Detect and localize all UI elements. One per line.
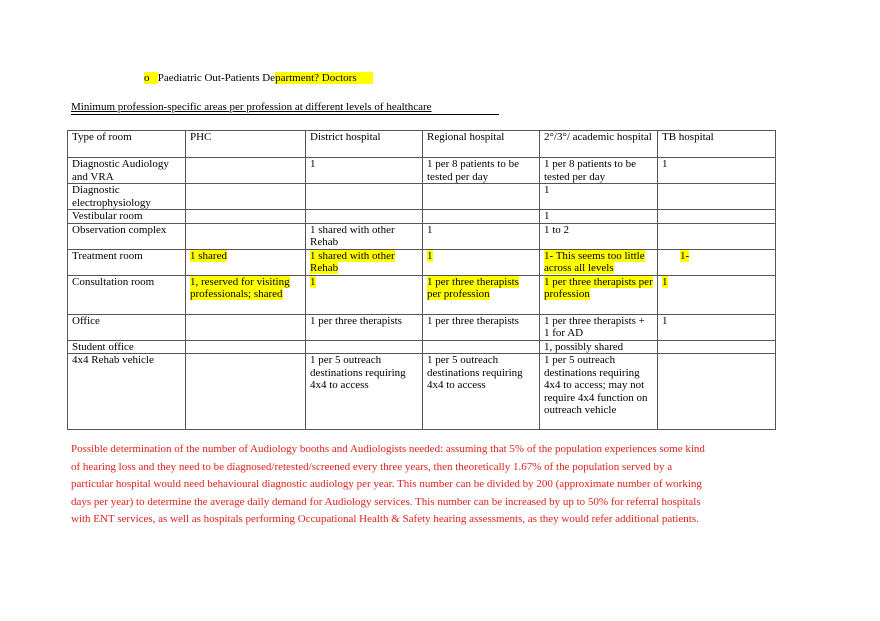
cell-text: 1 per three therapists (310, 314, 402, 327)
cell-text: 1 (310, 158, 316, 170)
cell-text: Vestibular room (72, 210, 143, 222)
table-cell (423, 249, 540, 275)
cell-text: 1- This seems too little across all levels (544, 249, 645, 274)
table-cell (540, 184, 658, 210)
table-cell (658, 158, 776, 184)
table-cell (658, 210, 776, 224)
table-cell (186, 340, 306, 354)
table-row (68, 249, 776, 275)
table-row (68, 184, 776, 210)
table-cell (68, 158, 186, 184)
table-cell (540, 223, 658, 249)
table-cell (540, 275, 658, 314)
table-cell (658, 340, 776, 354)
cell-text: TB hospital (662, 131, 714, 143)
table-cell (423, 314, 540, 340)
column-header (423, 131, 540, 158)
table-cell (540, 354, 658, 430)
cell-text: 1 to 2 (544, 223, 570, 236)
table-cell (68, 275, 186, 314)
column-header (658, 131, 776, 158)
room-requirements-table (67, 130, 776, 430)
table-row (68, 158, 776, 184)
table-row (68, 340, 776, 354)
table-cell (540, 340, 658, 354)
cell-text: 2°/3°/ academic hospital (544, 131, 652, 143)
table-cell (186, 223, 306, 249)
table-cell (306, 158, 423, 184)
table-cell (423, 210, 540, 224)
cell-text: 1, reserved for visiting professionals; shared (190, 275, 290, 300)
table-cell (540, 249, 658, 275)
table-cell (658, 275, 776, 314)
table-cell (306, 354, 423, 430)
table-cell (68, 354, 186, 430)
cell-text: 1, possibly shared (544, 340, 624, 353)
cell-text: Observation complex (72, 223, 167, 236)
table-cell (540, 314, 658, 340)
cell-text: 1 (544, 184, 550, 196)
table-cell (306, 184, 423, 210)
table-cell (540, 158, 658, 184)
table-cell (186, 210, 306, 224)
cell-text: 1 per three therapists + 1 for AD (544, 314, 645, 339)
table-cell (186, 184, 306, 210)
table-cell (186, 314, 306, 340)
table-cell (423, 184, 540, 210)
table-cell (68, 184, 186, 210)
audiology-note: Possible determination of the number of Audiology booths and Audiologists needed: assuming that 5% of the population experiences some kind of hearing loss and they need to be diagnosed/retested/screened every three years, then theoretically 1.67% of the population served by a particular hospital would need behavioural diagnostic audiology per year. This number can be divided by 200 (approximate number of working days per year) to determine the average daily demand for Audiology services. This number can be increased by up to 50% for referral hospitals with ENT services, as well as hospitals performing Occupational Health & Safety hearing assessments, as they would refer additional patients. (71, 443, 705, 525)
heading-text: Paediatric Out-Patients De (157, 72, 276, 84)
table-row (68, 275, 776, 314)
cell-text: 1 (310, 275, 316, 288)
cell-text: 1- (680, 249, 690, 262)
cell-text: 1 (544, 210, 550, 222)
cell-text: 1 shared with other Rehab (310, 249, 395, 274)
table-cell (68, 340, 186, 354)
cell-text: PHC (190, 131, 212, 143)
table-cell (68, 314, 186, 340)
section-heading (144, 72, 373, 84)
table-cell (423, 354, 540, 430)
cell-text: Consultation room (72, 275, 155, 288)
cell-text: 1 (427, 223, 433, 236)
cell-text: 1 per three therapists per profession (427, 275, 519, 300)
cell-text: Type of room (72, 131, 132, 143)
cell-text: 1 (427, 249, 433, 262)
table-cell (423, 340, 540, 354)
cell-text: Diagnostic Audiology and VRA (72, 158, 169, 183)
bullet-marker: o (144, 72, 150, 84)
cell-text: 1 (662, 275, 668, 288)
table-row (68, 314, 776, 340)
table-cell (306, 275, 423, 314)
cell-text: 1 per 5 outreach destinations requiring 4x4 to access (310, 354, 406, 391)
cell-text: Student office (72, 340, 134, 353)
table-cell (306, 249, 423, 275)
cell-text: 1 per 8 patients to be tested per day (427, 158, 519, 183)
column-header (186, 131, 306, 158)
table-cell (658, 223, 776, 249)
cell-text: 1 per three therapists (427, 314, 519, 327)
table-header-row (68, 131, 776, 158)
table-cell (658, 184, 776, 210)
heading-highlight: partment? Doctors (275, 72, 357, 84)
table-cell (186, 275, 306, 314)
column-header (306, 131, 423, 158)
table-cell (68, 223, 186, 249)
table-cell (68, 249, 186, 275)
cell-text: District hospital (310, 131, 381, 143)
cell-text: 1 shared (190, 249, 227, 262)
column-header (540, 131, 658, 158)
table-cell (658, 354, 776, 430)
cell-text: 4x4 Rehab vehicle (72, 354, 154, 366)
table-cell (186, 354, 306, 430)
table-cell (423, 158, 540, 184)
cell-text: 1 per 5 outreach destinations requiring 4x4 to access (427, 354, 523, 391)
cell-text: Office (72, 314, 100, 327)
table-row (68, 210, 776, 224)
table-caption: Minimum profession-specific areas per profession at different levels of healthcare (71, 101, 499, 115)
table-cell (186, 249, 306, 275)
cell-text: 1 (662, 314, 668, 327)
table-row (68, 223, 776, 249)
cell-text: Treatment room (72, 249, 143, 262)
column-header (68, 131, 186, 158)
table-cell (540, 210, 658, 224)
cell-text: 1 shared with other Rehab (310, 223, 395, 248)
cell-text: Diagnostic electrophysiology (72, 184, 151, 209)
table-row (68, 354, 776, 430)
cell-text: 1 per 8 patients to be tested per day (544, 158, 636, 183)
cell-text: Regional hospital (427, 131, 505, 143)
table-cell (306, 210, 423, 224)
table-cell (658, 314, 776, 340)
cell-text: 1 per 5 outreach destinations requiring 4x4 to access; may not require 4x4 function on outreach vehicle (544, 354, 648, 416)
table-cell (306, 223, 423, 249)
table-cell (68, 210, 186, 224)
table-cell (658, 249, 776, 275)
table-cell (306, 314, 423, 340)
cell-text: 1 per three therapists per profession (544, 275, 653, 300)
table-cell (186, 158, 306, 184)
table-cell (423, 275, 540, 314)
table-cell (423, 223, 540, 249)
table-cell (306, 340, 423, 354)
cell-text: 1 (662, 158, 668, 170)
